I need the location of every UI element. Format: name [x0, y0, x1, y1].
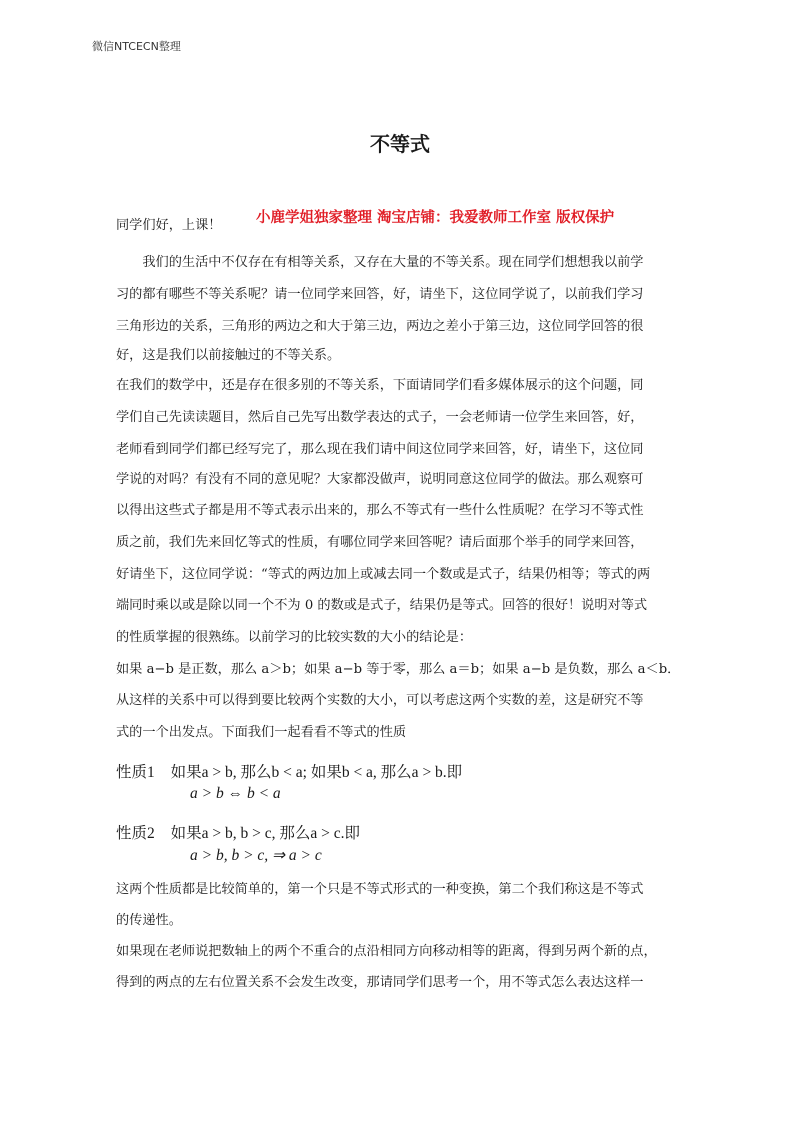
property-2	[116, 821, 360, 843]
property-2-statement: 如果a > b, b > c, 那么a > c.即	[170, 825, 361, 842]
text-line: 如果 a−b 是正数，那么 a＞b；如果 a−b 等于零，那么 a＝b；如果 a−b 是负数，那么 a＜b．	[116, 662, 681, 677]
property-1-statement: 如果a > b, 那么b < a; 如果b < a, 那么a > b.即	[170, 764, 463, 781]
text-line: 质之前，我们先来回忆等式的性质，有哪位同学来回答呢？请后面那个举手的同学来回答，	[116, 535, 644, 550]
text-line: 老师看到同学们都已经写完了，那么现在我们请中间这位同学来回答，好，请坐下，这位同	[116, 442, 644, 457]
text-line: 习的都有哪些不等关系呢？请一位同学来回答，好，请坐下，这位同学说了，以前我们学习	[116, 287, 644, 302]
text-line: 在我们的数学中，还是存在很多别的不等关系，下面请同学们看多媒体展示的这个问题，同	[116, 378, 644, 393]
text-line: 同学们好，上课！	[116, 218, 222, 233]
text-line: 好，这是我们以前接触过的不等关系。	[116, 348, 341, 363]
text-line: 端同时乘以或是除以同一个不为 0 的数或是式子，结果仍是等式。回答的很好！说明对等式	[116, 598, 648, 613]
text-line: 式的一个出发点。下面我们一起看看不等式的性质	[116, 725, 407, 740]
text-line: 我们的生活中不仅存在有相等关系，又存在大量的不等关系。现在同学们想想我以前学	[116, 255, 644, 270]
property-2-formula: a > b, b > c, ⇒ a > c	[190, 847, 322, 864]
page-title: 不等式	[370, 132, 430, 156]
text-line: 从这样的关系中可以得到要比较两个实数的大小，可以考虑这两个实数的差，这是研究不等	[116, 693, 644, 708]
watermark-text: 小鹿学姐独家整理 淘宝店铺：我爱教师工作室 版权保护	[256, 210, 615, 226]
text-line: 这两个性质都是比较简单的，第一个只是不等式形式的一种变换，第二个我们称这是不等式	[116, 882, 644, 897]
text-line: 的传递性。	[116, 913, 182, 928]
property-1	[116, 760, 462, 782]
text-line: 学说的对吗？有没有不同的意见呢？大家都没做声，说明同意这位同学的做法。那么观察可	[116, 472, 644, 487]
text-line: 得到的两点的左右位置关系不会发生改变，那请同学们思考一个，用不等式怎么表达这样一	[116, 975, 644, 990]
header-note: 微信NTCECN整理	[92, 40, 181, 53]
property-2-label: 性质2	[116, 825, 155, 842]
text-line: 好请坐下，这位同学说：“等式的两边加上或减去同一个数或是式子，结果仍相等；等式的两	[116, 567, 651, 582]
text-line: 的性质掌握的很熟练。以前学习的比较实数的大小的结论是：	[116, 630, 473, 645]
property-1-formula: a > b ⇔ b < a	[190, 785, 281, 802]
text-line: 以得出这些式子都是用不等式表示出来的，那么不等式有一些什么性质呢？在学习不等式性	[116, 503, 644, 518]
property-1-label: 性质1	[116, 764, 155, 781]
text-line: 三角形边的关系，三角形的两边之和大于第三边，两边之差小于第三边，这位同学回答的很	[116, 319, 644, 334]
text-line: 学们自己先读读题目，然后自己先写出数学表达的式子，一会老师请一位学生来回答，好，	[116, 410, 644, 425]
text-line: 如果现在老师说把数轴上的两个不重合的点沿相同方向移动相等的距离，得到另两个新的点，	[116, 944, 657, 959]
